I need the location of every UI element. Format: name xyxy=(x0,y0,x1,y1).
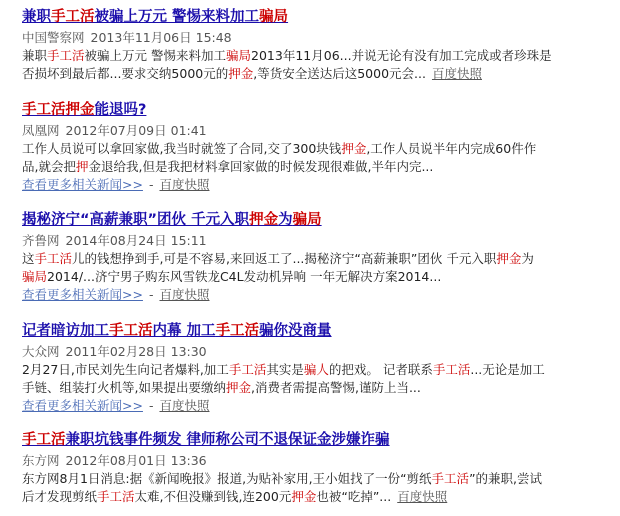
snippet-line xyxy=(22,470,612,488)
text-run: 2月27日,市民刘先生向记者爆料,加工 xyxy=(22,362,229,377)
text-run: 也被“吃掉”... xyxy=(316,489,392,504)
text-run: 儿的钱想挣到手,可是不容易,来回返工了...揭秘济宁“高薪兼职”团伙 千元入职 xyxy=(72,251,497,266)
more-news-link[interactable]: 查看更多相关新闻>> xyxy=(22,177,143,192)
result-date: 2011年02月28日 13:30 xyxy=(65,344,207,359)
separator: - xyxy=(148,287,154,302)
snippet-line xyxy=(22,488,612,506)
result-meta xyxy=(22,452,612,470)
more-news-link[interactable]: 查看更多相关新闻>> xyxy=(22,287,143,302)
text-run: 兼职 xyxy=(22,9,51,25)
result-source: 凤凰网 xyxy=(22,123,60,138)
text-run: 东方网8月1日消息:据《新闻晚报》报道,为贴补家用,王小姐找了一份“剪纸 xyxy=(22,471,432,486)
search-result xyxy=(22,322,612,415)
result-title-link[interactable] xyxy=(22,101,612,120)
keyword-highlight: 押金 xyxy=(249,212,279,228)
keyword-highlight: 手工活 xyxy=(431,471,470,486)
keyword-highlight: 骗人 xyxy=(303,362,329,377)
result-snippet xyxy=(22,47,612,83)
text-run: ”的兼职,尝试 xyxy=(469,471,543,486)
keyword-highlight: 押金 xyxy=(496,251,522,266)
text-run: 后才发现剪纸 xyxy=(22,489,98,504)
result-snippet xyxy=(22,140,612,176)
keyword-highlight: 手工活 xyxy=(22,432,66,448)
keyword-highlight: 骗局 xyxy=(259,9,289,25)
keyword-highlight: 骗局 xyxy=(226,48,252,63)
cache-link[interactable]: 百度快照 xyxy=(159,287,210,302)
text-run: 骗你没商量 xyxy=(259,323,332,339)
result-links xyxy=(22,176,612,194)
keyword-highlight: 押金 xyxy=(225,380,251,395)
result-source: 大众网 xyxy=(22,344,60,359)
keyword-highlight: 手工活押金 xyxy=(22,102,95,118)
result-links xyxy=(22,286,612,304)
result-title-link[interactable] xyxy=(22,8,612,27)
cache-link[interactable]: 百度快照 xyxy=(397,489,448,504)
keyword-highlight: 手工活 xyxy=(34,251,73,266)
text-run: 工作人员说可以拿回家做,我当时就签了合同,交了300块钱 xyxy=(22,141,342,156)
result-meta xyxy=(22,232,612,250)
text-run: 品,就会把 xyxy=(22,159,76,174)
result-meta xyxy=(22,29,612,47)
result-date: 2014年08月24日 15:11 xyxy=(65,233,207,248)
text-run: 为 xyxy=(521,251,534,266)
keyword-highlight: 骗局 xyxy=(22,269,48,284)
keyword-highlight: 骗局 xyxy=(292,212,322,228)
text-run: ,等货安全送达后这5000元会... xyxy=(253,66,426,81)
search-result xyxy=(22,431,612,506)
text-run: 的把戏。 记者联系 xyxy=(328,362,433,377)
keyword-highlight: 押金 xyxy=(291,489,317,504)
result-links xyxy=(22,397,612,415)
result-title-link[interactable] xyxy=(22,322,612,341)
text-run: 被骗上万元 警惕来料加工 xyxy=(94,9,260,25)
text-run: 否损坏到最后都...要求交纳5000元的 xyxy=(22,66,229,81)
text-run: 记者暗访加工 xyxy=(22,323,109,339)
separator: - xyxy=(148,177,154,192)
text-run: 兼职 xyxy=(22,48,48,63)
separator: - xyxy=(148,398,154,413)
snippet-line xyxy=(22,361,612,379)
snippet-line xyxy=(22,379,612,397)
search-result xyxy=(22,101,612,194)
result-date: 2012年07月09日 01:41 xyxy=(65,123,207,138)
result-date: 2013年11月06日 15:48 xyxy=(90,30,232,45)
result-snippet xyxy=(22,470,612,506)
text-run: 手链、组装打火机等,如果提出要缴纳 xyxy=(22,380,226,395)
text-run: 2014/...济宁男子购东风雪铁龙C4L发动机异响 一年无解决方案2014... xyxy=(47,269,442,284)
text-run: 太难,不但没赚到钱,连200元 xyxy=(134,489,292,504)
snippet-line xyxy=(22,250,612,268)
keyword-highlight: 手工活 xyxy=(47,48,85,63)
search-result xyxy=(22,211,612,304)
search-result xyxy=(22,8,612,83)
text-run: 被骗上万元 警惕来料加工 xyxy=(84,48,227,63)
keyword-highlight: 押 xyxy=(75,159,89,174)
text-run: 这 xyxy=(22,251,35,266)
text-run: 其实是 xyxy=(266,362,304,377)
text-run: ,消费者需提高警惕,谨防上当... xyxy=(251,380,421,395)
cache-link[interactable]: 百度快照 xyxy=(431,66,482,81)
keyword-highlight: 手工活 xyxy=(228,362,267,377)
keyword-highlight: 押金 xyxy=(341,141,367,156)
result-date: 2012年08月01日 13:36 xyxy=(65,453,207,468)
keyword-highlight: 手工活 xyxy=(109,323,153,339)
text-run: 兼职坑钱事件频发 律师称公司不退保证金涉嫌诈骗 xyxy=(65,432,390,448)
text-run: ,工作人员说半年内完成60件作 xyxy=(366,141,537,156)
text-run: 2013年11月06...并说无论有没有加工完成或者珍珠是 xyxy=(251,48,552,63)
snippet-line xyxy=(22,140,612,158)
result-snippet xyxy=(22,361,612,397)
result-snippet xyxy=(22,250,612,286)
keyword-highlight: 手工活 xyxy=(51,9,95,25)
result-source: 齐鲁网 xyxy=(22,233,60,248)
keyword-highlight: 手工活 xyxy=(432,362,471,377)
result-meta xyxy=(22,122,612,140)
keyword-highlight: 押金 xyxy=(228,66,254,81)
cache-link[interactable]: 百度快照 xyxy=(159,177,210,192)
result-source: 东方网 xyxy=(22,453,60,468)
text-run: ...无论是加工 xyxy=(470,362,545,377)
snippet-line xyxy=(22,47,612,65)
keyword-highlight: 手工活 xyxy=(97,489,135,504)
snippet-line xyxy=(22,158,612,176)
result-title-link[interactable] xyxy=(22,431,612,450)
result-title-link[interactable] xyxy=(22,211,612,230)
text-run: 金退给我,但是我把材料拿回家做的时候发现很难做,半年内完... xyxy=(88,159,434,174)
snippet-line xyxy=(22,65,612,83)
keyword-highlight: 手工活 xyxy=(215,323,260,339)
cache-link[interactable]: 百度快照 xyxy=(159,398,210,413)
text-run: 揭秘济宁“高薪兼职”团伙 千元入职 xyxy=(22,212,250,228)
result-source: 中国警察网 xyxy=(22,30,85,45)
result-meta xyxy=(22,343,612,361)
more-news-link[interactable]: 查看更多相关新闻>> xyxy=(22,398,143,413)
snippet-line xyxy=(22,268,612,286)
text-run: 内幕 加工 xyxy=(152,323,216,339)
text-run: 能退吗? xyxy=(94,102,147,118)
text-run: 为 xyxy=(278,212,293,228)
